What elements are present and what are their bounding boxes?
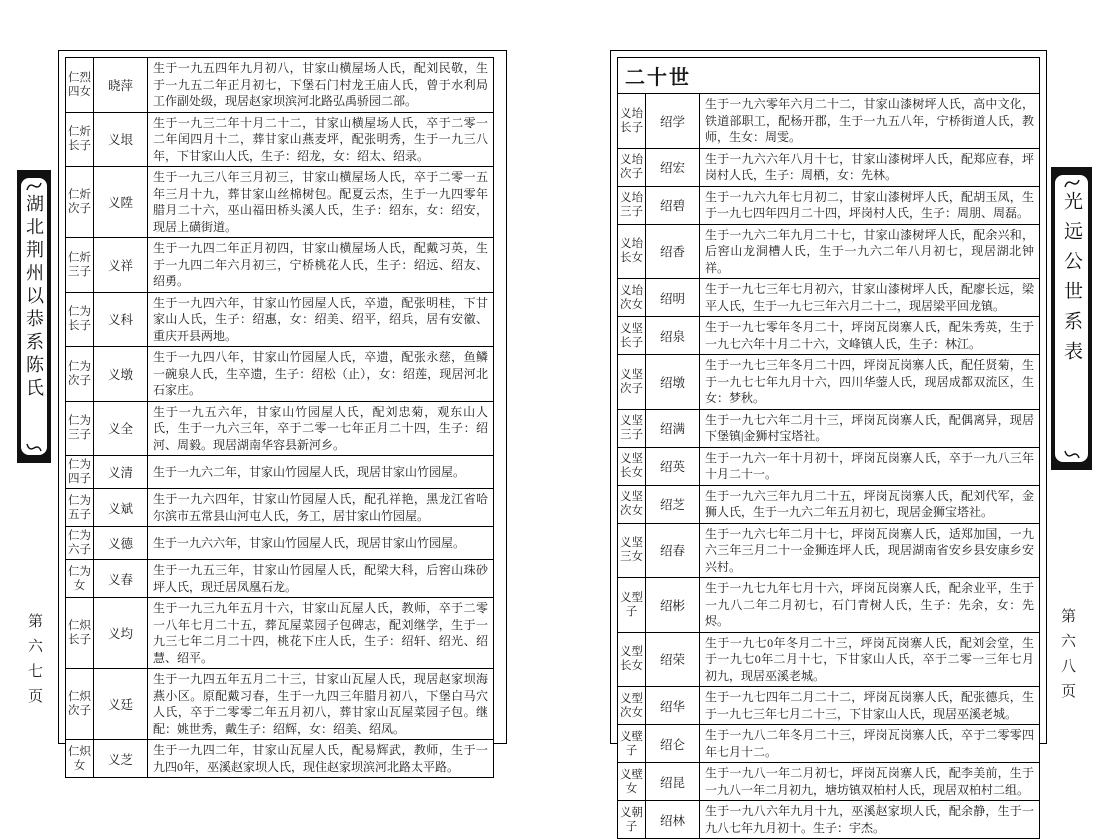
relation-cell: 义坮次子	[618, 148, 646, 186]
name-cell: 义陞	[94, 167, 148, 238]
description-cell: 生于一九七四年二月二十二，坪岗瓦岗寨人氏，配张德兵，生于一九七三年七月二十三，下甘家山人氏，现居巫溪老城。	[700, 687, 1040, 725]
right-banner-title: 光远公世系表	[1061, 191, 1082, 371]
table-row	[66, 292, 494, 347]
table-row	[618, 687, 1040, 725]
name-cell: 绍泉	[646, 317, 700, 355]
table-row	[618, 409, 1040, 447]
generation-header-row	[618, 58, 1040, 94]
table-row	[618, 523, 1040, 578]
description-cell: 生于一九六三年九月二十五，坪岗瓦岗寨人氏，配刘代军，金狮人氏，生于一九六二年五月初七，现居金狮宝塔社。	[700, 485, 1040, 523]
name-cell: 义墩	[94, 347, 148, 402]
relation-cell: 义坚次女	[618, 485, 646, 523]
description-cell: 生于一九三九年五月十六，甘家山瓦屋人氏，教师，卒于二零一八年七月二十五，葬瓦屋菜园子包碑志，配刘继学，生于一九三七年二月二十四，桃花下庄人氏，生子：绍轩、绍光、绍慧、绍平。	[148, 598, 494, 669]
relation-cell: 仁为女	[66, 560, 94, 598]
table-row	[66, 347, 494, 402]
description-cell: 生于一九四六年，甘家山竹园屋人氏，卒遗，配张明桂，下甘家山人氏，生子：绍惠，女：绍美、绍平，绍兵，居有安徽、重庆开县两地。	[148, 292, 494, 347]
table-row	[618, 632, 1040, 687]
description-cell: 生于一九七零年冬月二十，坪岗瓦岗寨人氏，配朱秀英，生于一九七六年十月二十六，文峰镇人氏，生子：林江。	[700, 317, 1040, 355]
name-cell: 义斌	[94, 489, 148, 527]
relation-cell: 义坮三子	[618, 186, 646, 224]
name-cell: 晓萍	[94, 58, 148, 113]
table-row	[66, 598, 494, 669]
description-cell: 生于一九八二年冬月二十三，坪岗瓦岗寨人氏，卒于二零零四年七月十二。	[700, 725, 1040, 763]
generation-header: 二十世	[618, 58, 1040, 94]
name-cell: 绍英	[646, 447, 700, 485]
right-page-number: 第六八页	[1059, 608, 1075, 708]
table-row	[618, 447, 1040, 485]
relation-cell: 义坚长子	[618, 317, 646, 355]
description-cell: 生于一九七0年冬月二十三，坪岗瓦岗寨人氏，配刘会堂，生于一九七0年二月十七，下甘家山人氏，卒于二零一三年七月初九，现居巫溪老城。	[700, 632, 1040, 687]
name-cell: 义全	[94, 401, 148, 456]
name-cell: 义廷	[94, 669, 148, 740]
relation-cell: 义坚次子	[618, 355, 646, 410]
name-cell: 绍墩	[646, 355, 700, 410]
right-banner-panel	[1054, 174, 1089, 463]
table-row	[618, 94, 1040, 149]
relation-cell: 义朝子	[618, 801, 646, 839]
description-cell: 生于一九六六年八月十七，甘家山漆树坪人氏，配郑应春，坪岗村人氏，生子：周栖，女：先林。	[700, 148, 1040, 186]
description-cell: 生于一九六二年，甘家山竹园屋人氏，现居甘家山竹园屋。	[148, 456, 494, 489]
name-cell: 绍荣	[646, 632, 700, 687]
table-row	[618, 485, 1040, 523]
description-cell: 生于一九八六年九月十九，巫溪赵家坝人氏，配余静，生于一九八七年九月初十。生子：宇杰。	[700, 801, 1040, 839]
flourish-icon	[25, 181, 43, 192]
table-row	[618, 355, 1040, 410]
table-row	[66, 740, 494, 778]
description-cell: 生于一九四五年五月二十三，甘家山瓦屋人氏，现居赵家坝海燕小区。原配戴习春，生于一九四三年腊月初八，下堡白马穴人氏，卒于二零零二年五月初八，葬甘家山瓦屋菜园子包。继配：姚世秀，戴生子：绍辉，女：绍美、绍凤。	[148, 669, 494, 740]
relation-cell: 义坚三子	[618, 409, 646, 447]
table-row	[618, 224, 1040, 279]
relation-cell: 仁炽次子	[66, 669, 94, 740]
description-cell: 生于一九七六年二月十三，坪岗瓦岗寨人氏，配偶离异，现居下堡镇|金狮村宝塔社。	[700, 409, 1040, 447]
description-cell: 生于一九六二年九月二十七，甘家山漆树坪人氏，配余兴和，后窖山龙洞槽人氏，生于一九六二年八月初七，现居湖北钟祥。	[700, 224, 1040, 279]
left-page-number: 第六七页	[26, 613, 42, 713]
name-cell: 绍宏	[646, 148, 700, 186]
left-banner-panel	[20, 177, 48, 456]
description-cell: 生于一九六四年，甘家山竹园屋人氏，配孔祥艳，黑龙江省哈尔滨市五常县山河屯人氏，务工，居甘家山竹园屋。	[148, 489, 494, 527]
flourish-icon	[1063, 178, 1081, 189]
relation-cell: 义坚长女	[618, 447, 646, 485]
table-row	[618, 578, 1040, 633]
name-cell: 义清	[94, 456, 148, 489]
description-cell: 生于一九七九年七月十六，坪岗瓦岗寨人氏，配余业平，生于一九八二年二月初七，石门青树人氏，生子：先余，女：先烬。	[700, 578, 1040, 633]
name-cell: 绍碧	[646, 186, 700, 224]
name-cell: 绍林	[646, 801, 700, 839]
name-cell: 绍满	[646, 409, 700, 447]
relation-cell: 仁为五子	[66, 489, 94, 527]
description-cell: 生于一九六六年，甘家山竹园屋人氏，现居甘家山竹园屋。	[148, 527, 494, 560]
table-row	[618, 279, 1040, 317]
name-cell: 绍仑	[646, 725, 700, 763]
description-cell: 生于一九六七年二月十七，坪岗瓦岗寨人氏，适郑加国，一九六三年三月二十一金狮连坪人氏，现居湖南省安乡县安康乡安兴村。	[700, 523, 1040, 578]
table-row	[66, 401, 494, 456]
name-cell: 义科	[94, 292, 148, 347]
name-cell: 义德	[94, 527, 148, 560]
table-row	[66, 112, 494, 167]
relation-cell: 仁为次子	[66, 347, 94, 402]
description-cell: 生于一九四二年正月初四，甘家山横屋场人氏，配戴习英，生于一九四二年六月初三，宁桥桃花人氏，生子：绍远、绍友、绍勇。	[148, 238, 494, 293]
description-cell: 生于一九八一年二月初七，坪岗瓦岗寨人氏，配李美前，生于一九八一年二月初九，塘坊镇双柏村人氏，现居双柏村二组。	[700, 763, 1040, 801]
relation-cell: 义壁女	[618, 763, 646, 801]
relation-cell: 仁炘次子	[66, 167, 94, 238]
description-cell: 生于一九七三年七月初六，甘家山漆树坪人氏，配廖长远，梁平人氏，生于一九七三年六月二十二，现居梁平回龙镇。	[700, 279, 1040, 317]
relation-cell: 义型长女	[618, 632, 646, 687]
description-cell: 生于一九三二年十月二十二，甘家山横屋场人氏，卒于二零一二年闰四月十二，葬甘家山燕麦坪，配张明秀，生于一九三八年，下甘家山人氏，生子：绍龙，女：绍太、绍录。	[148, 112, 494, 167]
table-row	[618, 317, 1040, 355]
relation-cell: 仁炘长子	[66, 112, 94, 167]
description-cell: 生于一九四二年，甘家山瓦屋人氏，配易辉武，教师，生于一九四0年，巫溪赵家坝人氏，现住赵家坝滨河北路太平路。	[148, 740, 494, 778]
relation-cell: 义坮长女	[618, 224, 646, 279]
relation-cell: 义坮次女	[618, 279, 646, 317]
table-row	[66, 167, 494, 238]
name-cell: 绍香	[646, 224, 700, 279]
relation-cell: 义型子	[618, 578, 646, 633]
table-row	[618, 763, 1040, 801]
description-cell: 生于一九七三年冬月二十四，坪岗瓦岗寨人氏，配任贤菊，生于一九七七年九月十六，四川华蓥人氏，现居成都双流区，生女：梦秋。	[700, 355, 1040, 410]
name-cell: 义芝	[94, 740, 148, 778]
description-cell: 生于一九五六年，甘家山竹园屋人氏，配刘忠菊，观东山人氏，生于一九六三年，卒于二零一七年正月二十四，生子：绍河、周毅。现居湖南华容县新河乡。	[148, 401, 494, 456]
name-cell: 绍华	[646, 687, 700, 725]
table-row	[618, 801, 1040, 839]
relation-cell: 仁为长子	[66, 292, 94, 347]
name-cell: 义垠	[94, 112, 148, 167]
table-row	[618, 148, 1040, 186]
description-cell: 生于一九五三年，甘家山竹园屋人氏，配梁大科，后窖山珠砂坪人氏，现迁居凤凰石龙。	[148, 560, 494, 598]
name-cell: 绍明	[646, 279, 700, 317]
relation-cell: 义壁子	[618, 725, 646, 763]
relation-cell: 义型次女	[618, 687, 646, 725]
description-cell: 生于一九五四年九月初八，甘家山横屋场人氏，配刘民敬，生于一九五二年正月初七，下堡石门村龙王庙人氏，曾于水利局工作副处级，现居赵家坝滨河北路弘禹骄园二部。	[148, 58, 494, 113]
description-cell: 生于一九六九年七月初二，甘家山漆树坪人氏，配胡玉凤，生于一九七四年四月二十四，坪岗村人氏，生子：周朋、周磊。	[700, 186, 1040, 224]
relation-cell: 仁为四子	[66, 456, 94, 489]
description-cell: 生于一九三八年三月初三，甘家山横屋场人氏，卒于二零一五年三月十九，葬甘家山丝棉树包。配夏云杰，生于一九四零年腊月二十六，巫山福田桥头溪人氏，生子：绍东，女：绍安，现居上磺街道。	[148, 167, 494, 238]
right-genealogy-table	[617, 57, 1040, 839]
relation-cell: 仁烈四女	[66, 58, 94, 113]
table-row	[618, 186, 1040, 224]
relation-cell: 仁炘三子	[66, 238, 94, 293]
flourish-icon	[1063, 448, 1081, 459]
relation-cell: 义坚三女	[618, 523, 646, 578]
name-cell: 绍芝	[646, 485, 700, 523]
table-row	[66, 238, 494, 293]
table-row	[66, 527, 494, 560]
table-row	[66, 560, 494, 598]
table-row	[66, 669, 494, 740]
relation-cell: 仁炽女	[66, 740, 94, 778]
left-banner-title: 湖北荆州以恭系陈氏	[24, 194, 44, 401]
name-cell: 绍昆	[646, 763, 700, 801]
name-cell: 义祥	[94, 238, 148, 293]
name-cell: 绍彬	[646, 578, 700, 633]
name-cell: 义均	[94, 598, 148, 669]
left-side-banner	[17, 170, 51, 463]
description-cell: 生于一九六一年十月初十，坪岗瓦岗寨人氏，卒于一九八三年十月二十一。	[700, 447, 1040, 485]
left-genealogy-table	[65, 57, 494, 778]
table-row	[66, 58, 494, 113]
relation-cell: 仁为六子	[66, 527, 94, 560]
relation-cell: 仁炽长子	[66, 598, 94, 669]
name-cell: 绍春	[646, 523, 700, 578]
name-cell: 义春	[94, 560, 148, 598]
table-row	[66, 456, 494, 489]
relation-cell: 义坮长子	[618, 94, 646, 149]
description-cell: 生于一九四八年，甘家山竹园屋人氏，卒遗，配张永慈，鱼鳞一碗泉人氏，生卒遗，生子：绍松（止），女：绍莲，现居河北石家庄。	[148, 347, 494, 402]
name-cell: 绍学	[646, 94, 700, 149]
table-row	[66, 489, 494, 527]
relation-cell: 仁为三子	[66, 401, 94, 456]
flourish-icon	[25, 441, 43, 452]
right-side-banner	[1051, 167, 1092, 470]
description-cell: 生于一九六零年六月二十二，甘家山漆树坪人氏，高中文化，铁道部职工，配杨开郡，生于一九五八年，宁桥街道人氏，教师，生女：周雯。	[700, 94, 1040, 149]
table-row	[618, 725, 1040, 763]
